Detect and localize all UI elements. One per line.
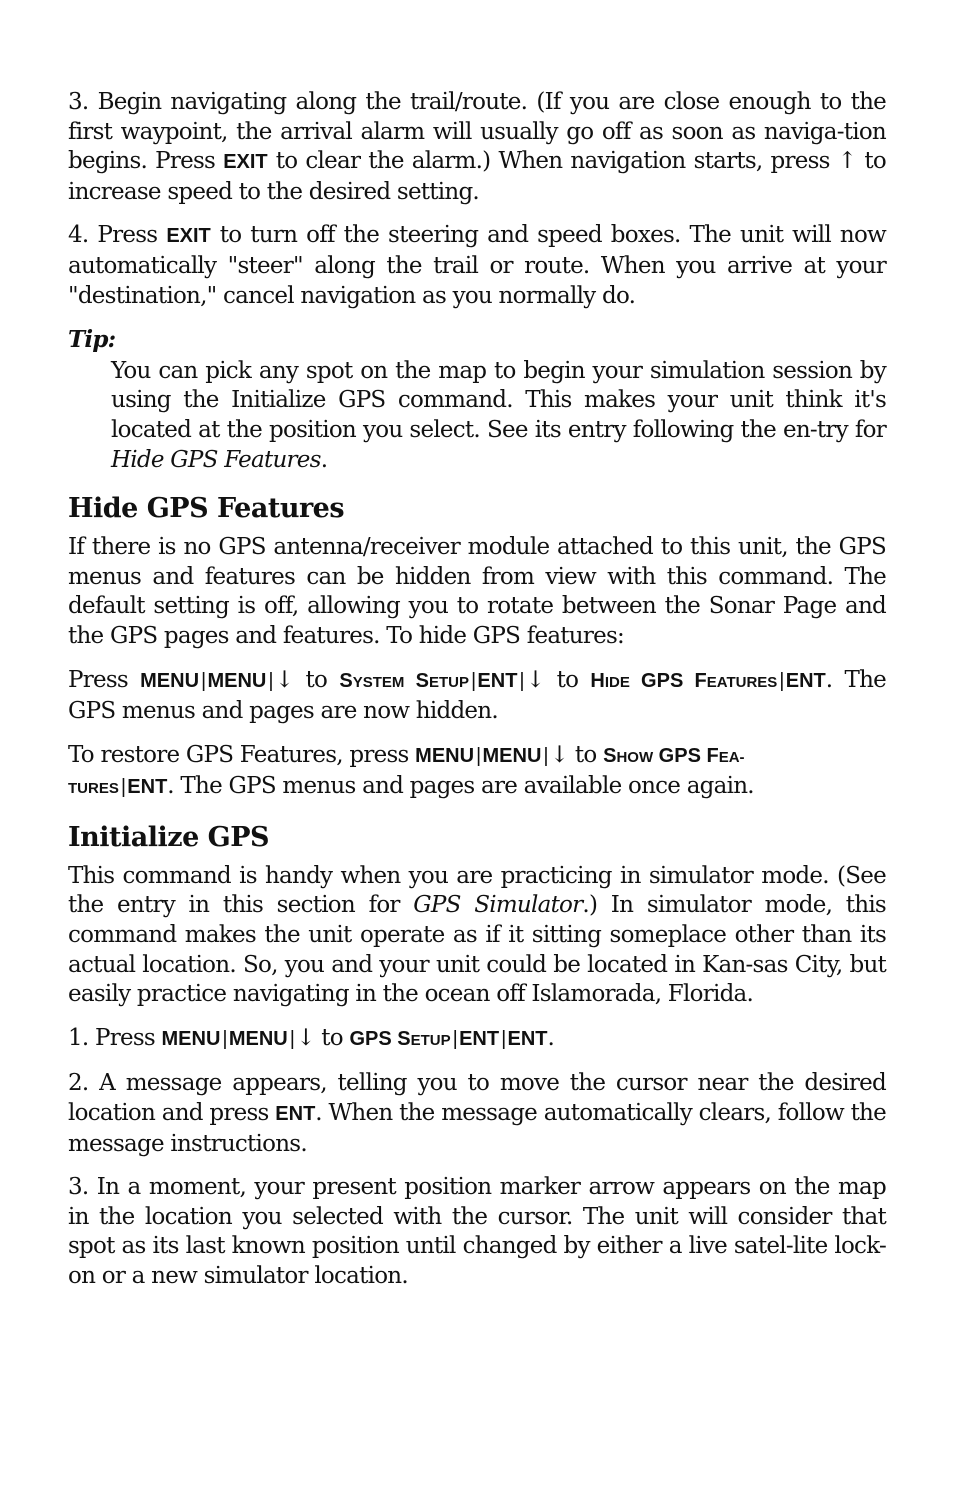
init-step-2	[68, 1069, 886, 1159]
instruction-text: to	[544, 666, 591, 693]
step-text: 3. Begin navigating along the trail/route. (If you are close enough to the first waypoint, the arrival alarm will usually go off as soon as naviga-tion begins. Press	[68, 89, 886, 175]
exit-key-label: EXIT	[223, 151, 268, 174]
ent-key-label: ENT	[275, 1103, 316, 1126]
separator: |	[476, 744, 481, 767]
separator: |	[201, 669, 206, 692]
down-arrow-icon: ↓	[274, 666, 294, 693]
instruction-text: . The GPS menus and pages are now hidden.	[68, 666, 887, 725]
intro-text: .) In simulator mode, this command makes the unit operate as if it sitting someplace other than its actual location. So, you and your unit could be located in Kan-sas City, but easily practice navigating in the ocean off Islamorada, Florida.	[68, 892, 886, 1008]
intro-text: This command is handy when you are practicing in simulator mode. (See the entry in this section for	[68, 862, 886, 919]
instruction-text: to	[293, 666, 340, 693]
up-arrow-icon: ↑	[837, 148, 857, 175]
tip-body	[111, 357, 886, 475]
instruction-text: To restore GPS Features, press	[68, 741, 416, 768]
system-setup-menu-label: SYSTEM SETUP	[339, 669, 469, 692]
down-arrow-icon: ↓	[296, 1024, 315, 1051]
restore-gps-instructions	[68, 741, 886, 804]
gps-setup-menu-label: GPS SETUP	[349, 1027, 451, 1050]
init-step-1	[68, 1024, 886, 1056]
tip-reference: Hide GPS Features	[111, 446, 321, 473]
menu-key-label: MENU	[482, 744, 542, 767]
ent-key-label: ENT	[127, 776, 168, 799]
instruction-text: Press	[68, 666, 141, 693]
separator: |	[501, 1027, 506, 1050]
step-text: 2. A message appears, telling you to move the cursor near the desired location and press	[68, 1070, 886, 1127]
separator: |	[289, 1027, 295, 1050]
step-text: to increase speed to the desired setting.	[68, 148, 886, 205]
separator: |	[222, 1027, 227, 1050]
separator: |	[543, 744, 548, 767]
tip-text: You can pick any spot on the map to begin your simulation session by using the Initialize GPS command. This makes your unit think it's located at the position you select. See its entry following the en-try for	[111, 357, 886, 443]
tip-text: .	[320, 446, 328, 473]
step-text: 4. Press	[68, 222, 167, 249]
tip-label: Tip:	[68, 326, 116, 354]
menu-key-label: MENU	[228, 1027, 288, 1050]
exit-key-label: EXIT	[166, 225, 211, 248]
separator: |	[519, 669, 524, 692]
hide-gps-heading: Hide GPS Features	[68, 493, 345, 525]
menu-key-label: MENU	[140, 669, 200, 692]
ent-key-label: ENT	[477, 669, 518, 692]
step-text: to	[314, 1024, 350, 1051]
separator: |	[779, 669, 784, 692]
step-text: . When the message automatically clears, follow the message instructions.	[68, 1100, 886, 1157]
separator: |	[452, 1027, 458, 1050]
initialize-gps-intro	[68, 862, 886, 1010]
menu-key-label: MENU	[161, 1027, 221, 1050]
initialize-gps-heading: Initialize GPS	[68, 821, 270, 853]
ent-key-label: ENT	[785, 669, 826, 692]
nav-step-3	[68, 88, 886, 207]
gps-simulator-reference: GPS Simulator	[413, 892, 583, 919]
down-arrow-icon: ↓	[549, 741, 569, 768]
step-text: .	[547, 1024, 555, 1051]
step-text: to turn off the steering and speed boxes. The unit will now automatically "steer" along the trail or route. When you arrive at your "destination," cancel navigation as you normally do.	[68, 222, 886, 309]
init-step-3: 3. In a moment, your present position marker arrow appears on the map in the location you selected with the cursor. The unit will consider that spot as its last known position until changed by either a live satel-lite lock-on or a new simulator location.	[68, 1174, 886, 1289]
menu-key-label: MENU	[207, 669, 267, 692]
hide-gps-intro: If there is no GPS antenna/receiver module attached to this unit, the GPS menus and features can be hidden from view with this command. The default setting is off, allowing you to rotate between the Sonar Page and the GPS pages and features. To hide GPS features:	[68, 534, 886, 649]
separator: |	[268, 669, 273, 692]
nav-step-4	[68, 221, 886, 311]
hide-gps-instructions	[68, 666, 886, 727]
step-text: 1. Press	[68, 1024, 162, 1051]
step-text: to clear the alarm.) When navigation starts, press	[267, 148, 838, 175]
ent-key-label: ENT	[507, 1027, 548, 1050]
down-arrow-icon: ↓	[525, 666, 545, 693]
manual-page	[68, 88, 886, 1306]
separator: |	[120, 776, 126, 799]
instruction-text: . The GPS menus and pages are available once again.	[167, 773, 754, 800]
ent-key-label: ENT	[459, 1027, 500, 1050]
show-gps-features-menu-label: SHOW GPS FEA- TURES	[68, 744, 745, 798]
menu-key-label: MENU	[415, 744, 475, 767]
instruction-text: to	[568, 741, 604, 768]
hide-gps-features-menu-label: HIDE GPS FEATURES	[590, 669, 778, 692]
separator: |	[470, 669, 476, 692]
